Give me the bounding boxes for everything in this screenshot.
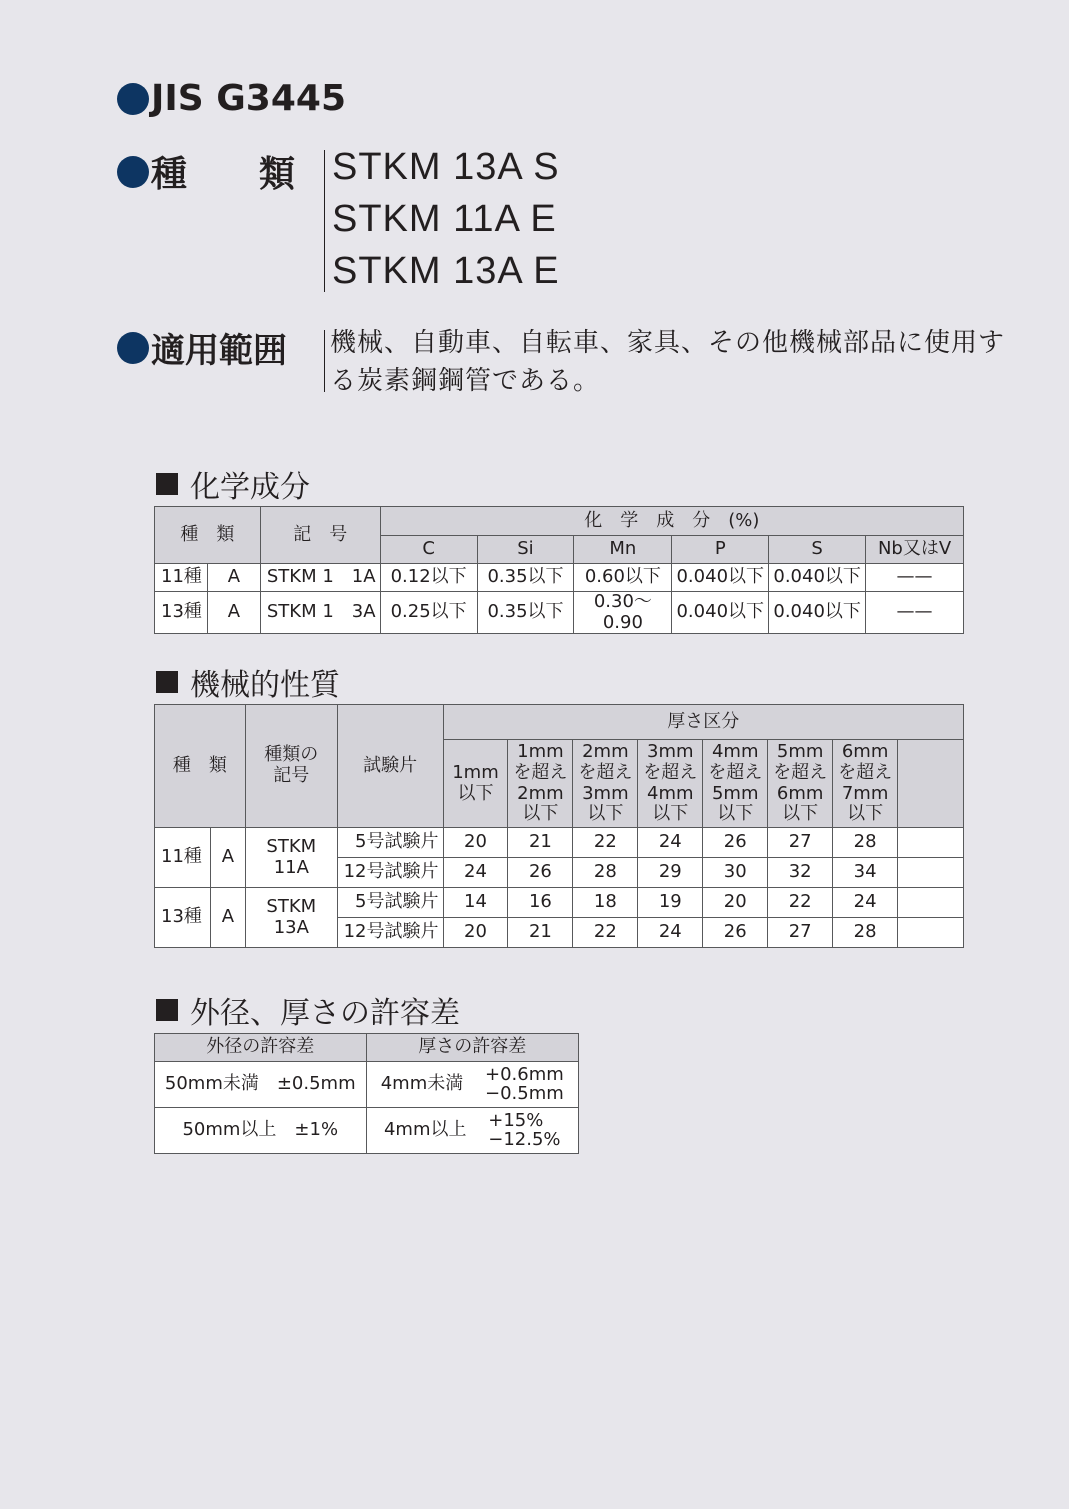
col-group: 厚さ区分: [443, 705, 964, 740]
thick-line: 6mm: [841, 741, 889, 763]
scope-heading: [117, 323, 287, 372]
tol-table: [154, 1033, 579, 1154]
cell-value: ——: [866, 592, 964, 634]
col-symbol: [245, 705, 337, 828]
col-thickness: [443, 740, 508, 828]
col-piece: 試験片: [337, 705, 443, 828]
cell-value: 20: [443, 918, 508, 948]
cell-value: 27: [768, 918, 833, 948]
chem-table: [154, 506, 964, 634]
th-values: [484, 1063, 564, 1104]
cell-value: 29: [638, 858, 703, 888]
symbol-line: 11A: [273, 856, 309, 878]
table-row: [155, 888, 964, 918]
thick-line: を超え: [643, 761, 698, 783]
thick-line: 2mm: [517, 782, 564, 804]
cell-value: 0.040以下: [672, 564, 769, 592]
col-thickness: [703, 740, 768, 828]
cell-grade: A: [207, 564, 260, 592]
cell-value: 26: [703, 918, 768, 948]
cell-empty: [898, 918, 964, 948]
thick-line: 以下: [587, 803, 624, 825]
kinds-list: [332, 141, 560, 297]
scope-text: [330, 324, 1030, 400]
cell-grade: A: [210, 888, 245, 948]
table-row: [155, 828, 964, 858]
th-minus: −0.5mm: [484, 1082, 564, 1104]
table-row: [155, 1108, 579, 1154]
thick-line: 3mm: [582, 782, 629, 804]
cell-grade: A: [210, 828, 245, 888]
col-od: 外径の許容差: [155, 1034, 367, 1062]
cell-th: [366, 1108, 579, 1154]
bullet-icon: [117, 156, 149, 188]
cell-od: 50mm以上 ±1%: [155, 1108, 367, 1154]
kinds-label: 種 類: [151, 154, 296, 195]
cell-value: 14: [443, 888, 508, 918]
mech-title: 機械的性質: [190, 668, 340, 703]
symbol-line: 13A: [273, 916, 309, 938]
cell-piece: 5号試験片: [337, 828, 443, 858]
cell-value: 0.30〜0.90: [574, 592, 672, 634]
cell-symbol: STKM 1 1A: [260, 564, 380, 592]
cell-value: 16: [508, 888, 573, 918]
cell-value: 28: [833, 828, 898, 858]
thick-line: 7mm: [841, 782, 889, 804]
symbol-line: STKM: [266, 835, 317, 857]
thick-line: を超え: [513, 761, 568, 783]
cell-value: 22: [573, 828, 638, 858]
cell-value: 28: [833, 918, 898, 948]
thick-line: 5mm: [711, 782, 759, 804]
cell-value: 26: [703, 828, 768, 858]
cell-value: 18: [573, 888, 638, 918]
cell-empty: [898, 858, 964, 888]
cell-value: 28: [573, 858, 638, 888]
table-row: [155, 1062, 579, 1108]
thick-line: を超え: [708, 761, 763, 783]
cell-value: 34: [833, 858, 898, 888]
divider: [324, 330, 325, 392]
thick-line: 5mm: [776, 741, 824, 763]
thick-line: 以下: [782, 803, 819, 825]
table-row: [155, 592, 964, 634]
bullet-icon: [117, 83, 149, 115]
cell-value: 24: [833, 888, 898, 918]
cell-piece: 12号試験片: [337, 858, 443, 888]
cell-value: 22: [573, 918, 638, 948]
thick-line: を超え: [578, 761, 633, 783]
cell-value: 19: [638, 888, 703, 918]
th-values: [488, 1109, 561, 1150]
cell-value: 20: [443, 828, 508, 858]
col-element: P: [672, 536, 769, 564]
thick-line: 以下: [847, 803, 884, 825]
cell-empty: [898, 888, 964, 918]
cell-symbol: [245, 888, 337, 948]
scope-line: る炭素鋼鋼管である。: [330, 366, 601, 396]
divider: [324, 150, 325, 292]
cell-symbol: [245, 828, 337, 888]
cell-value: 0.25以下: [380, 592, 477, 634]
col-element: Si: [477, 536, 574, 564]
jis-heading: [117, 78, 346, 119]
cell-value: 21: [508, 828, 573, 858]
col-thickness: [573, 740, 638, 828]
col-th: 厚さの許容差: [366, 1034, 579, 1062]
cell-piece: 12号試験片: [337, 918, 443, 948]
col-thickness: [508, 740, 573, 828]
cell-value: 32: [768, 858, 833, 888]
jis-title: JIS G3445: [151, 78, 346, 119]
col-group: 化 学 成 分 (%): [380, 507, 963, 536]
table-row: [155, 564, 964, 592]
cell-value: 0.040以下: [672, 592, 769, 634]
kind-item: STKM 11A E: [332, 198, 557, 240]
thick-line: 3mm: [647, 741, 694, 763]
mech-table: [154, 704, 964, 948]
chem-title: 化学成分: [190, 470, 310, 505]
cell-th: [366, 1062, 579, 1108]
cell-value: 24: [443, 858, 508, 888]
th-plus: +0.6mm: [484, 1063, 564, 1085]
cell-value: 21: [508, 918, 573, 948]
cell-value: 0.60以下: [574, 564, 672, 592]
cell-value: 30: [703, 858, 768, 888]
col-element: S: [769, 536, 866, 564]
cell-value: 0.12以下: [380, 564, 477, 592]
tol-title: 外径、厚さの許容差: [190, 996, 460, 1031]
cell-value: 24: [638, 918, 703, 948]
thick-line: 以下: [652, 803, 689, 825]
thick-line: 以下: [522, 803, 559, 825]
cell-kind: 13種: [155, 592, 208, 634]
cell-value: 24: [638, 828, 703, 858]
col-element: C: [380, 536, 477, 564]
col-symbol: 記 号: [260, 507, 380, 564]
square-bullet-icon: [156, 999, 178, 1021]
thick-line: 4mm: [711, 741, 759, 763]
mech-section-title: [156, 660, 340, 704]
col-thickness: [833, 740, 898, 828]
cell-empty: [898, 828, 964, 858]
thick-line: 以下: [717, 803, 754, 825]
scope-line: 機械、自動車、自転車、家具、その他機械部品に使用す: [330, 328, 1006, 358]
cell-piece: 5号試験片: [337, 888, 443, 918]
cell-value: 0.35以下: [477, 592, 574, 634]
kind-item: STKM 13A S: [332, 146, 560, 188]
thick-line: を超え: [838, 761, 893, 783]
cell-symbol: STKM 1 3A: [260, 592, 380, 634]
col-kind: 種 類: [155, 507, 261, 564]
chem-section-title: [156, 462, 310, 506]
th-plus: +15%: [488, 1109, 544, 1131]
cell-value: 0.040以下: [769, 564, 866, 592]
bullet-icon: [117, 332, 149, 364]
col-kind: 種 類: [155, 705, 246, 828]
cell-kind: 13種: [155, 888, 211, 948]
cell-value: ——: [866, 564, 964, 592]
thick-line: 1mm: [452, 761, 499, 783]
col-symbol-line: 記号: [273, 765, 310, 786]
cell-kind: 11種: [155, 564, 208, 592]
thick-line: 1mm: [517, 741, 564, 763]
kind-item: STKM 13A E: [332, 250, 560, 292]
square-bullet-icon: [156, 473, 178, 495]
cell-value: 22: [768, 888, 833, 918]
symbol-line: STKM: [266, 895, 317, 917]
tol-section-title: [156, 988, 460, 1032]
square-bullet-icon: [156, 671, 178, 693]
cell-grade: A: [207, 592, 260, 634]
thick-line: を超え: [773, 761, 828, 783]
cell-value: 0.040以下: [769, 592, 866, 634]
cell-od: 50mm未満 ±0.5mm: [155, 1062, 367, 1108]
col-element: Nb又はV: [866, 536, 964, 564]
th-range: 4mm未満: [380, 1073, 464, 1095]
col-symbol-line: 種類の: [264, 744, 319, 766]
thick-line: 2mm: [582, 741, 629, 763]
kinds-heading: [117, 146, 295, 197]
cell-value: 26: [508, 858, 573, 888]
thick-line: 4mm: [647, 782, 694, 804]
scope-label: 適用範囲: [151, 331, 287, 371]
cell-value: 27: [768, 828, 833, 858]
cell-value: 0.35以下: [477, 564, 574, 592]
col-thickness-empty: [898, 740, 964, 828]
th-range: 4mm以上: [383, 1119, 467, 1141]
col-thickness: [768, 740, 833, 828]
cell-value: 20: [703, 888, 768, 918]
thick-line: 以下: [457, 782, 494, 804]
col-element: Mn: [574, 536, 672, 564]
col-thickness: [638, 740, 703, 828]
cell-kind: 11種: [155, 828, 211, 888]
th-minus: −12.5%: [488, 1128, 561, 1150]
thick-line: 6mm: [776, 782, 824, 804]
